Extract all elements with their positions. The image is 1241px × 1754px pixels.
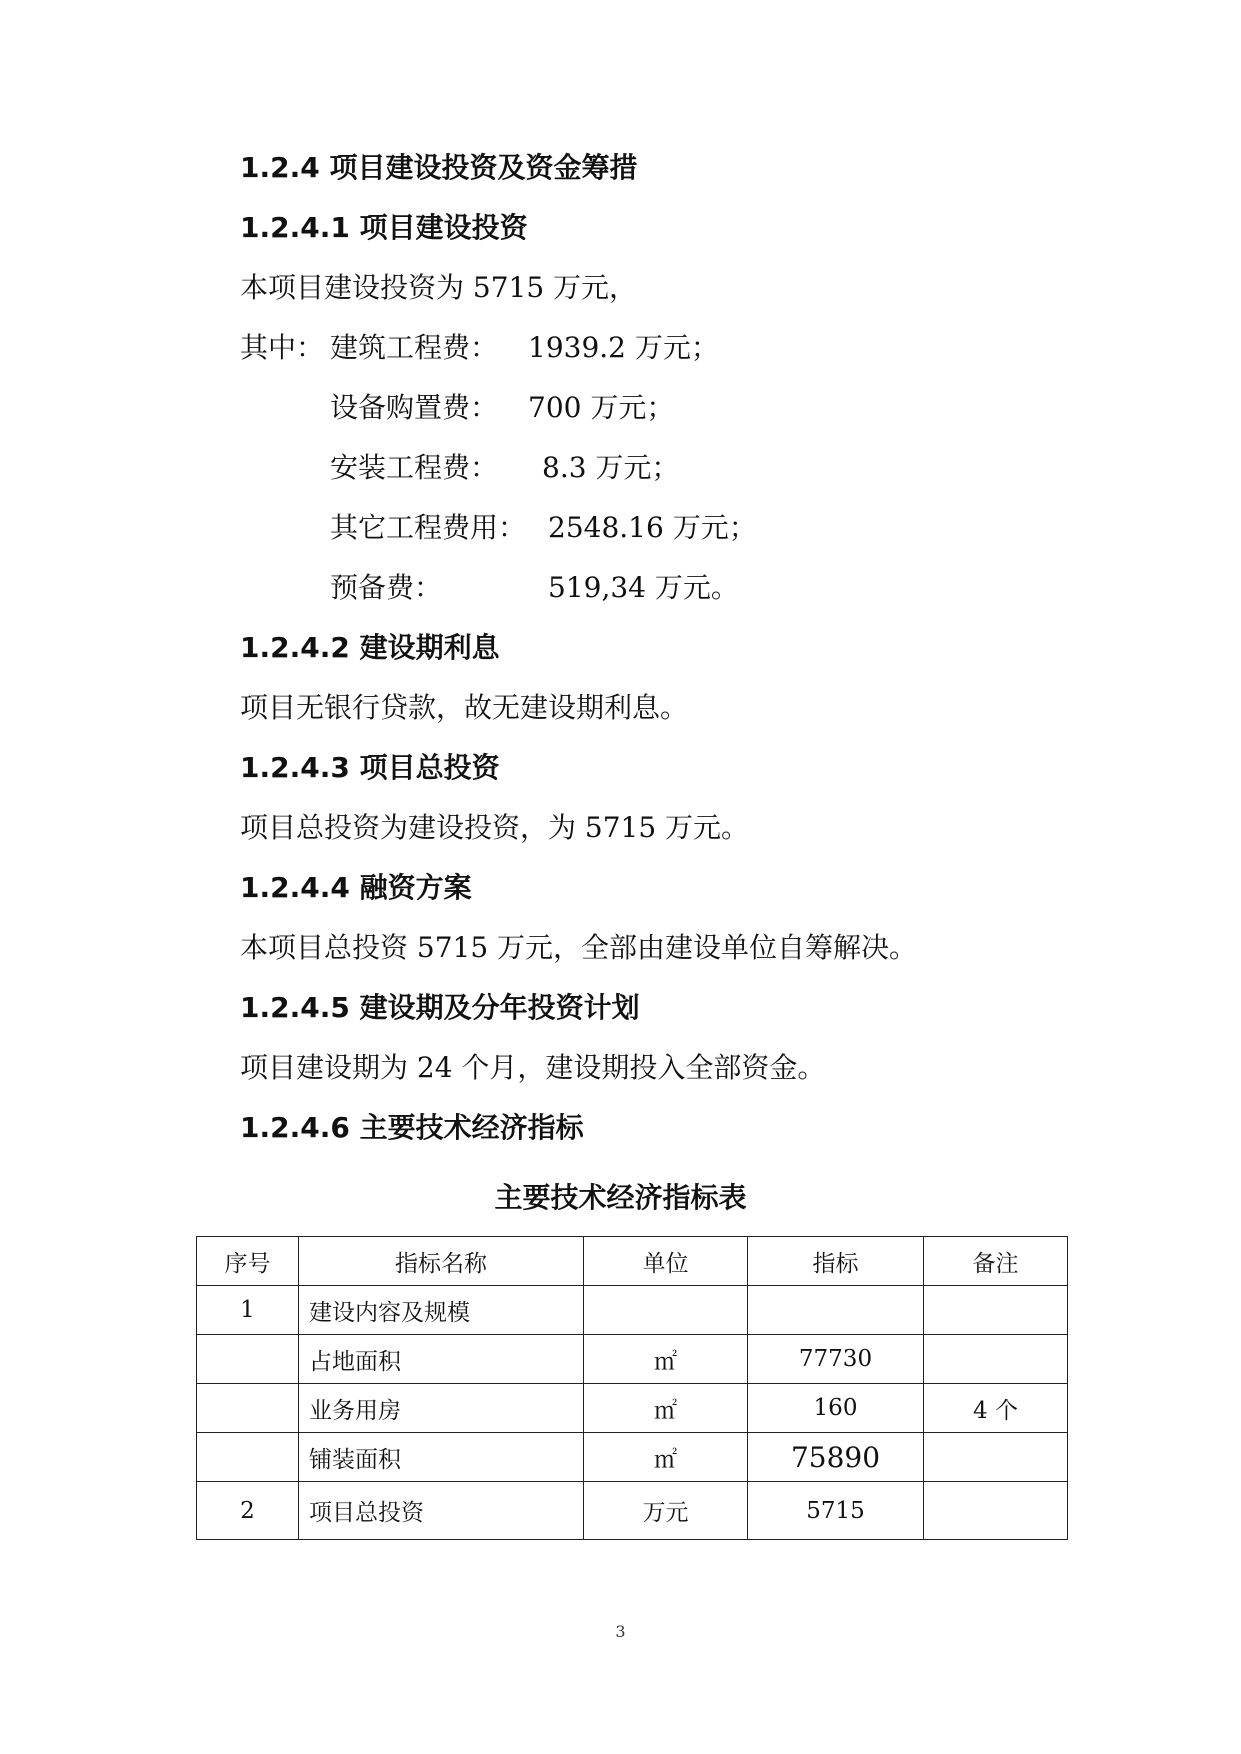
table-cell: 项目总投资 — [299, 1482, 584, 1540]
cost-label: 预备费： — [330, 571, 443, 604]
table-cell: 1 — [197, 1286, 299, 1335]
cost-label: 建筑工程费： — [330, 331, 499, 364]
table-cell — [197, 1335, 299, 1384]
table-cell — [924, 1286, 1068, 1335]
cost-item — [330, 328, 750, 368]
page-number: 3 — [615, 1622, 626, 1641]
cost-value: 2548.16 万元； — [548, 511, 757, 544]
heading-1-2-4: 1.2.4 项目建设投资及资金筹措 — [240, 151, 638, 184]
investment-intro: 本项目建设投资为 5715 万元， — [240, 271, 638, 304]
table-cell: 万元 — [584, 1482, 748, 1540]
cost-value: 700 万元； — [528, 391, 675, 424]
header-cell: 指标名称 — [299, 1237, 584, 1286]
table-cell: 建设内容及规模 — [299, 1286, 584, 1335]
cost-item — [330, 508, 757, 548]
investment-prefix: 其中： — [240, 331, 325, 364]
cost-item — [330, 568, 750, 608]
heading-1-2-4-4: 1.2.4.4 融资方案 — [240, 871, 472, 904]
table-row — [197, 1433, 1068, 1482]
paragraph-financing: 本项目总投资 5715 万元，全部由建设单位自筹解决。 — [240, 931, 918, 964]
table-cell — [584, 1286, 748, 1335]
cost-value: 519,34 万元。 — [548, 571, 739, 604]
header-cell: 指标 — [748, 1237, 924, 1286]
paragraph-interest: 项目无银行贷款，故无建设期利息。 — [240, 691, 689, 724]
header-cell: 序号 — [197, 1237, 299, 1286]
paragraph-total: 项目总投资为建设投资，为 5715 万元。 — [240, 811, 750, 844]
heading-1-2-4-3: 1.2.4.3 项目总投资 — [240, 751, 500, 784]
cost-value: 1939.2 万元； — [528, 331, 719, 364]
heading-1-2-4-5: 1.2.4.5 建设期及分年投资计划 — [240, 991, 640, 1024]
table-cell — [924, 1482, 1068, 1540]
table-row — [197, 1482, 1068, 1540]
table-title: 主要技术经济指标表 — [494, 1181, 747, 1214]
table-cell: 铺装面积 — [299, 1433, 584, 1482]
table-cell: 75890 — [748, 1433, 924, 1482]
table-cell: 5715 — [748, 1482, 924, 1540]
table-cell: 业务用房 — [299, 1384, 584, 1433]
table-cell: 160 — [748, 1384, 924, 1433]
cost-item — [330, 388, 750, 428]
table-cell: 4 个 — [924, 1384, 1068, 1433]
indicators-table — [196, 1236, 1068, 1540]
table-cell — [197, 1433, 299, 1482]
table-row — [197, 1286, 1068, 1335]
table-cell — [197, 1384, 299, 1433]
table-cell: 77730 — [748, 1335, 924, 1384]
heading-1-2-4-1: 1.2.4.1 项目建设投资 — [240, 211, 528, 244]
table-cell: 占地面积 — [299, 1335, 584, 1384]
table-cell: ㎡ — [584, 1433, 748, 1482]
cost-label: 设备购置费： — [330, 391, 499, 424]
cost-label: 安装工程费： — [330, 451, 499, 484]
table-header-row — [197, 1237, 1068, 1286]
cost-label: 其它工程费用： — [330, 511, 527, 544]
heading-1-2-4-2: 1.2.4.2 建设期利息 — [240, 631, 500, 664]
header-cell: 备注 — [924, 1237, 1068, 1286]
table-cell — [748, 1286, 924, 1335]
header-cell: 单位 — [584, 1237, 748, 1286]
cost-item — [330, 448, 750, 488]
table-cell — [924, 1433, 1068, 1482]
table-cell: 2 — [197, 1482, 299, 1540]
table-cell: ㎡ — [584, 1335, 748, 1384]
paragraph-schedule: 项目建设期为 24 个月，建设期投入全部资金。 — [240, 1051, 826, 1084]
table-row — [197, 1384, 1068, 1433]
table-cell: ㎡ — [584, 1384, 748, 1433]
heading-1-2-4-6: 1.2.4.6 主要技术经济指标 — [240, 1111, 584, 1144]
table-cell — [924, 1335, 1068, 1384]
cost-value: 8.3 万元； — [542, 451, 680, 484]
table-row — [197, 1335, 1068, 1384]
